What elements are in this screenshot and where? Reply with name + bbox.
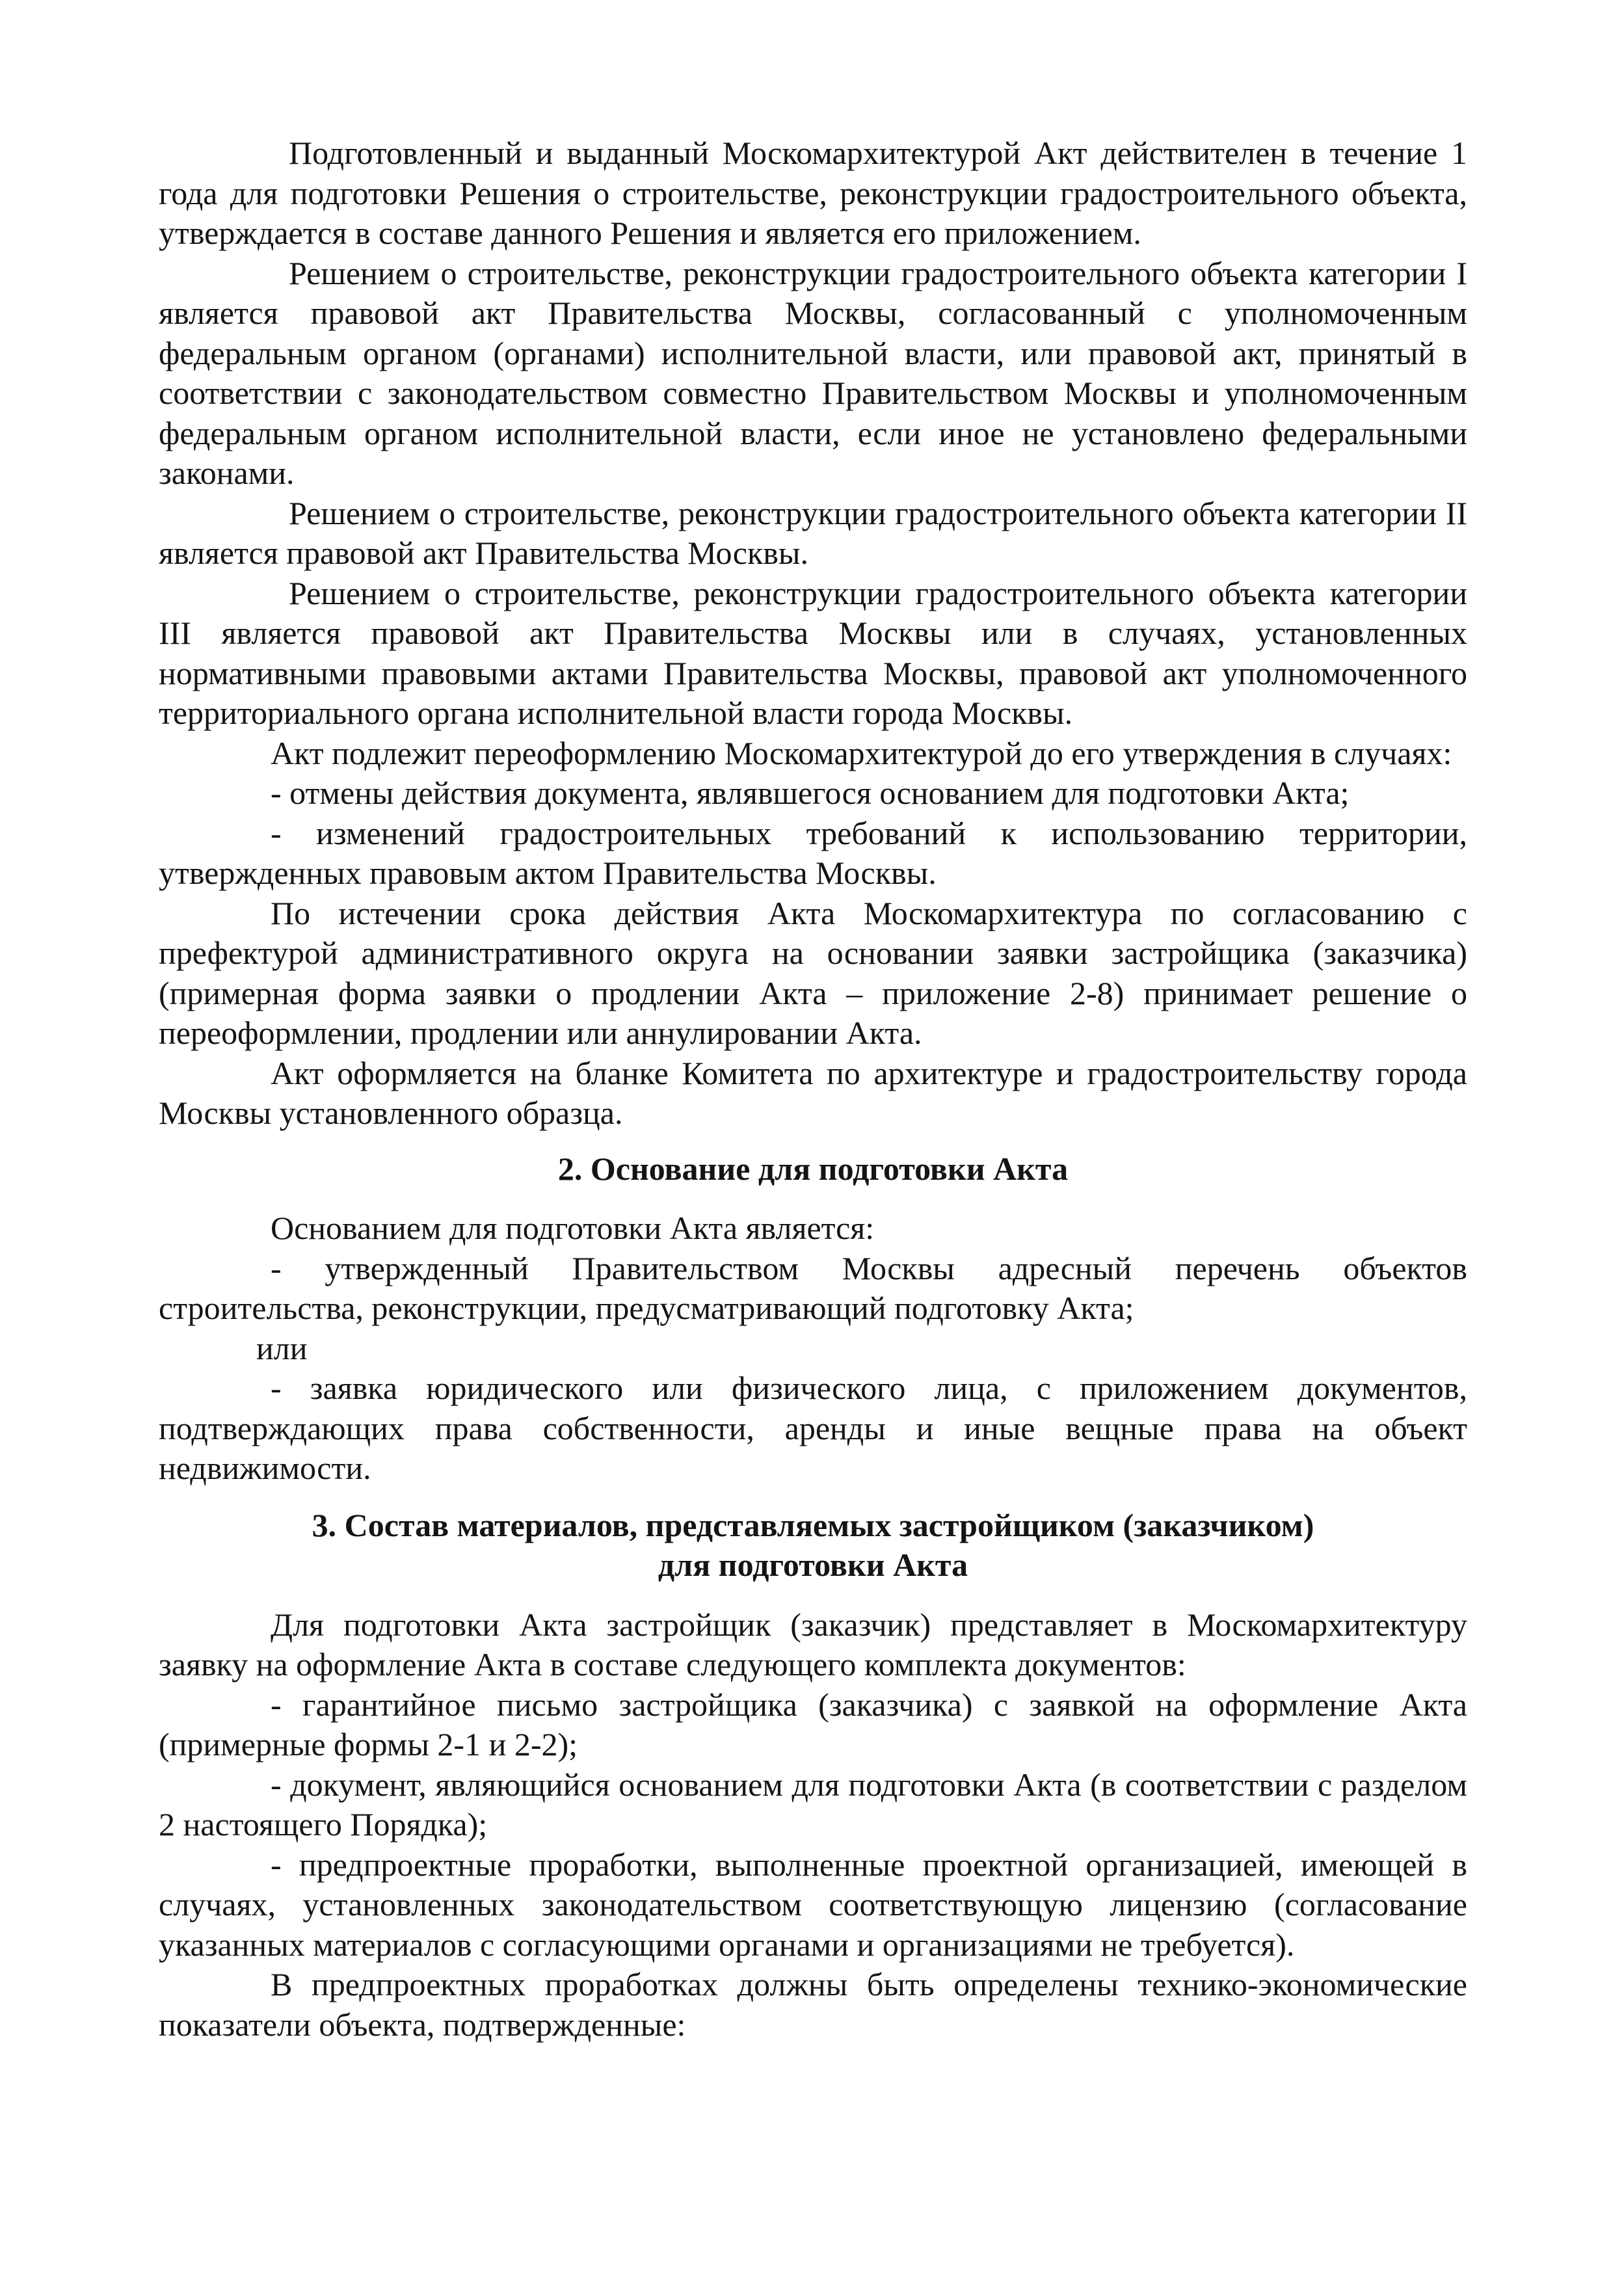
- section-3-intro: Для подготовки Акта застройщик (заказчик) представляет в Москомархитектуру заявку на оформление Акта в составе следующего комплекта документов:: [159, 1606, 1467, 1683]
- document-body: [159, 133, 1467, 2045]
- section-3-heading-line-2: для подготовки Акта: [658, 1547, 968, 1583]
- section-3-heading-line-1: 3. Состав материалов, представляемых застройщиком (заказчиком): [312, 1506, 1314, 1543]
- paragraph-category-1: Решением о строительстве, реконструкции градостроительного объекта категории I является правовой акт Правительства Москвы, согласованный с уполномоченным федеральным органом (органами) исполнительной власти, или правовой акт, принятый в соответствии с законодательством совместно Правительством Москвы и уполномоченным федеральным органом исполнительной власти, если иное не установлено федеральными законами.: [159, 254, 1467, 491]
- section-2-intro: Основанием для подготовки Акта является:: [271, 1210, 875, 1246]
- paragraph-expiry: По истечении срока действия Акта Москомархитектура по согласованию с префектурой административного округа на основании заявки застройщика (заказчика) (примерная форма заявки о продлении Акта – приложение 2-8) принимает решение о переоформлении, продлении или аннулировании Акта.: [159, 894, 1467, 1051]
- section-3-item-guarantee-letter: - гарантийное письмо застройщика (заказчика) с заявкой на оформление Акта (примерные формы 2-1 и 2-2);: [159, 1686, 1467, 1763]
- section-3-item-preproject: - предпроектные проработки, выполненные проектной организацией, имеющей в случаях, установленных законодательством соответствующую лицензию (согласование указанных материалов с согласующими органами и организациями не требуется).: [159, 1846, 1467, 1963]
- list-item-requirements-change: - изменений градостроительных требований к использованию территории, утвержденных правовым актом Правительства Москвы.: [159, 814, 1467, 891]
- paragraph-letterhead: Акт оформляется на бланке Комитета по архитектуре и градостроительству города Москвы установленного образца.: [159, 1054, 1467, 1131]
- section-2-heading: 2. Основание для подготовки Акта: [557, 1150, 1069, 1187]
- paragraph-category-3: Решением о строительстве, реконструкции градостроительного объекта категории III является правовой акт Правительства Москвы или в случаях, установленных нормативными правовыми актами Правительства Москвы, правовой акт уполномоченного территориального органа исполнительной власти города Москвы.: [159, 574, 1467, 731]
- paragraph-category-2: Решением о строительстве, реконструкции градостроительного объекта категории II является правовой акт Правительства Москвы.: [159, 494, 1467, 571]
- section-2-or: или: [256, 1329, 308, 1366]
- paragraph-reissue-cases: Акт подлежит переоформлению Москомархитектурой до его утверждения в случаях:: [271, 734, 1452, 771]
- section-3-item-basis-document: - документ, являющийся основанием для подготовки Акта (в соответствии с разделом 2 настоящего Порядка);: [159, 1766, 1467, 1842]
- paragraph-act-validity: Подготовленный и выданный Москомархитектурой Акт действителен в течение 1 года для подготовки Решения о строительстве, реконструкции градостроительного объекта, утверждается в составе данного Решения и является его приложением.: [159, 135, 1467, 251]
- list-item-cancellation: - отмены действия документа, являвшегося основанием для подготовки Акта;: [271, 775, 1350, 811]
- section-2-item-application: - заявка юридического или физического лица, с приложением документов, подтверждающих права собственности, аренды и иные вещные права на объект недвижимости.: [159, 1370, 1467, 1486]
- section-3-closing: В предпроектных проработках должны быть определены технико-экономические показатели объекта, подтвержденные:: [159, 1966, 1467, 2043]
- section-2-item-address-list: - утвержденный Правительством Москвы адресный перечень объектов строительства, реконструкции, предусматривающий подготовку Акта;: [159, 1249, 1467, 1326]
